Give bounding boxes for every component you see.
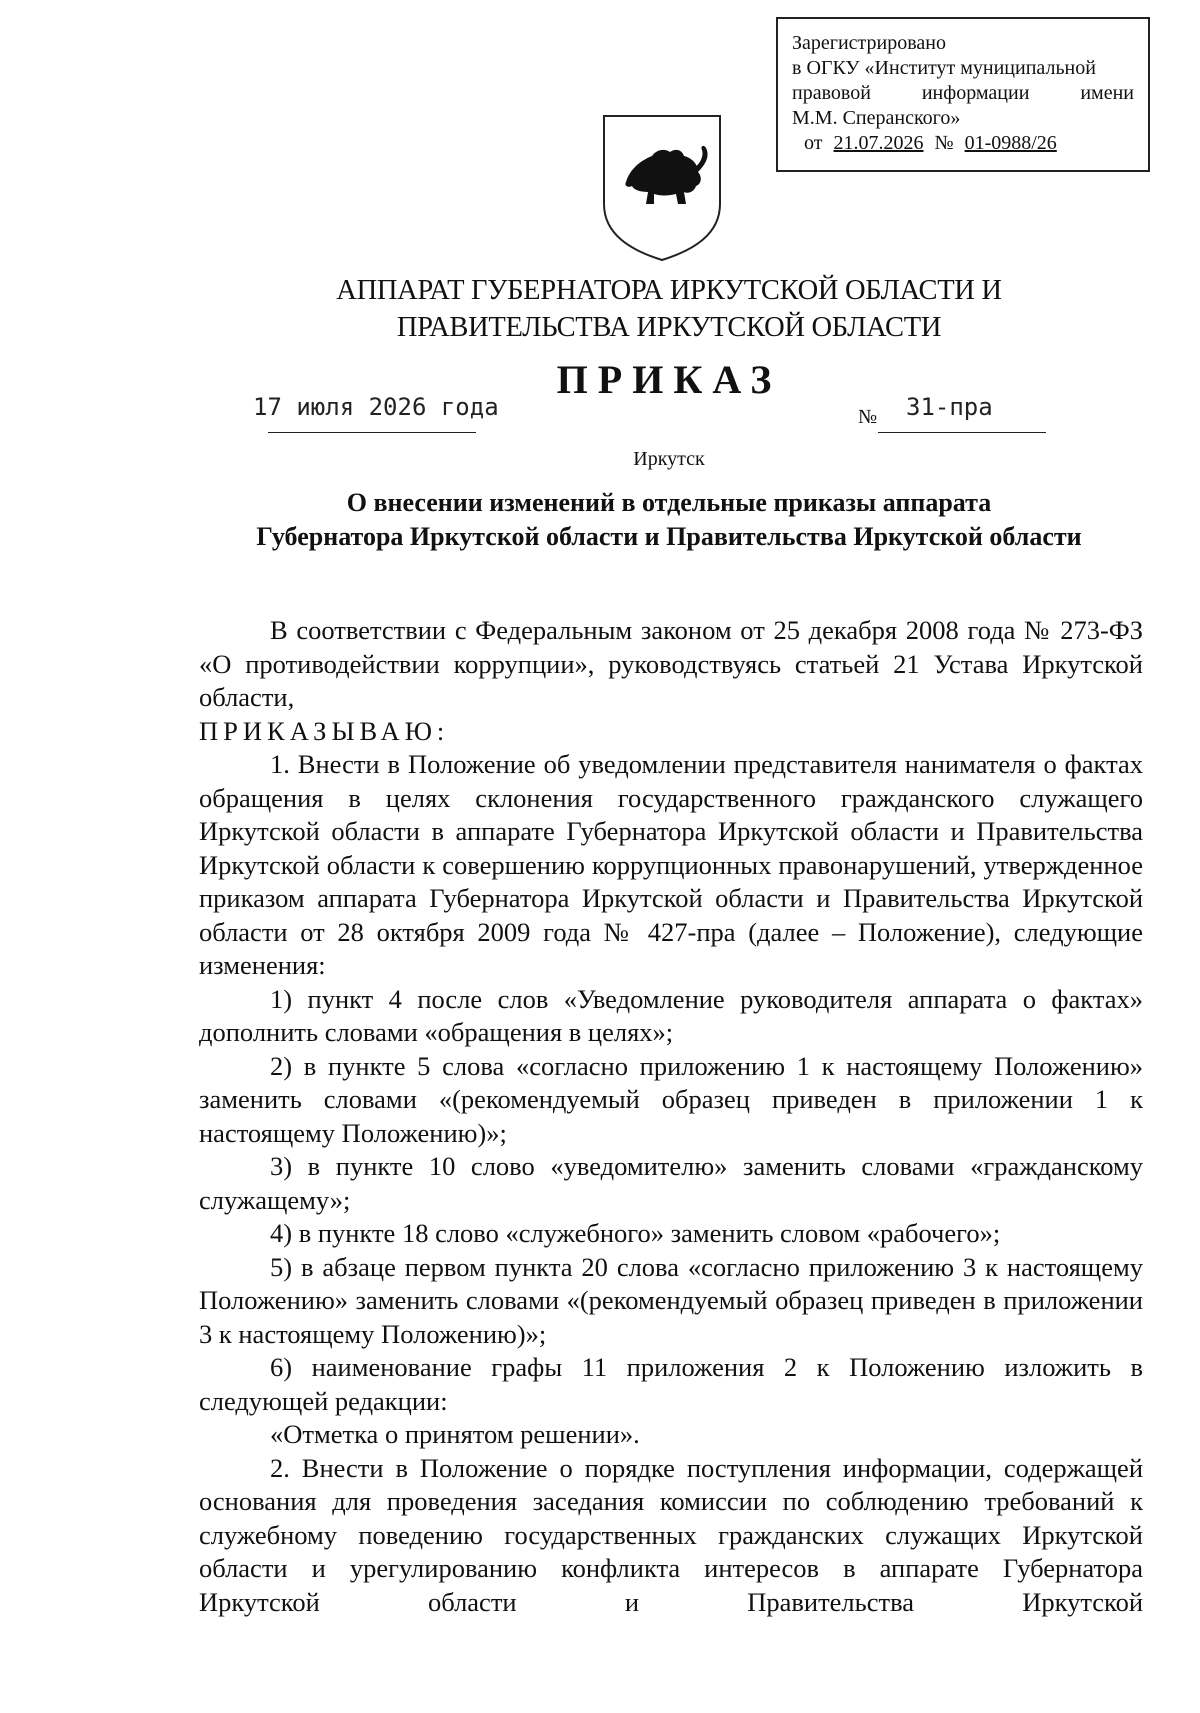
clause-1-item-6-text: «Отметка о принятом решении». — [270, 1419, 640, 1449]
date-underline — [268, 432, 476, 433]
subject-line-2: Губернатора Иркутской области и Правительства Иркутской области — [256, 522, 1082, 551]
preamble-paragraph: В соответствии с Федеральным законом от 25 декабря 2008 года № 273-ФЗ «О противодействии коррупции», руководствуясь статьей 21 Устава Иркутской области, — [199, 615, 1143, 712]
clause-1-item-5: 5) в абзаце первом пункта 20 слова «согласно приложению 3 к настоящему Положению» заменить словами «(рекомендуемый образец приведен в приложении 3 к настоящему Положению)»; — [199, 1251, 1143, 1349]
stamp-word: имени — [1080, 82, 1134, 104]
order-number: 31-пра — [906, 393, 993, 421]
stamp-line-2: в ОГКУ «Институт муниципальной — [792, 57, 1096, 79]
number-underline — [878, 432, 1046, 433]
order-date: 17 июля 2026 года — [253, 393, 499, 421]
clause-1-item-1: 1) пункт 4 после слов «Уведомление руководителя аппарата о фактах» дополнить словами «обращения в целях»; — [199, 983, 1143, 1047]
org-name-line-2: ПРАВИТЕЛЬСТВА ИРКУТСКОЙ ОБЛАСТИ — [396, 312, 942, 343]
stamp-word: информации — [921, 82, 1030, 104]
clause-2: 2. Внести в Положение о порядке поступления информации, содержащей основания для проведения заседания комиссии по соблюдению требований к служебному поведению государственных гражданских служащих Иркутской области и урегулированию конфликта интересов в аппарате Губернатора Иркутской области и Правительства Иркутской — [199, 1452, 1143, 1617]
stamp-word: правовой — [792, 82, 871, 104]
irkutsk-coat-of-arms-icon — [598, 112, 726, 264]
clause-1: 1. Внести в Положение об уведомлении представителя нанимателя о фактах обращения в целях склонения государственного гражданского служащего Иркутской области в аппарате Губернатора Иркутской области и Правительства Иркутской области к совершению коррупционных правонарушений, утвержденное приказом аппарата Губернатора Иркутской области и Правительства Иркутской области от 28 октября 2009 года № 427-пра (далее – Положение), следующие изменения: — [199, 749, 1143, 980]
command-word: ПРИКАЗЫВАЮ: — [199, 715, 450, 746]
order-body — [199, 614, 1143, 1619]
order-subject — [0, 486, 1200, 554]
org-name-line-1: АППАРАТ ГУБЕРНАТОРА ИРКУТСКОЙ ОБЛАСТИ И — [336, 275, 1002, 306]
clause-1-item-6: 6) наименование графы 11 приложения 2 к Положению изложить в следующей редакции: — [199, 1352, 1143, 1416]
subject-line-1: О внесении изменений в отдельные приказы аппарата — [346, 488, 992, 517]
clause-1-item-3: 3) в пункте 10 слово «уведомителю» заменить словами «гражданскому служащему»; — [199, 1151, 1143, 1215]
stamp-line-3 — [792, 81, 1134, 106]
city-name: Иркутск — [633, 448, 705, 470]
document-type-title: ПРИКАЗ — [556, 357, 782, 402]
order-number-label: № — [858, 406, 878, 428]
clause-1-item-2: 2) в пункте 5 слова «согласно приложению 1 к настоящему Положению» заменить словами «(рекомендуемый образец приведен в приложении 1 к настоящему Положению)»; — [199, 1050, 1143, 1148]
registration-stamp — [776, 17, 1150, 172]
stamp-num-label: № — [934, 132, 954, 154]
clause-1-item-4: 4) в пункте 18 слово «служебного» заменить словом «рабочего»; — [270, 1218, 1001, 1248]
stamp-line-1: Зарегистрировано — [792, 32, 947, 54]
stamp-reg-number: 01-0988/26 — [964, 132, 1057, 154]
stamp-reg-date: 21.07.2026 — [833, 132, 924, 154]
stamp-line-4: М.М. Сперанского» — [792, 107, 961, 129]
stamp-from-label: от — [804, 132, 823, 154]
stamp-registration-line — [804, 131, 1134, 156]
